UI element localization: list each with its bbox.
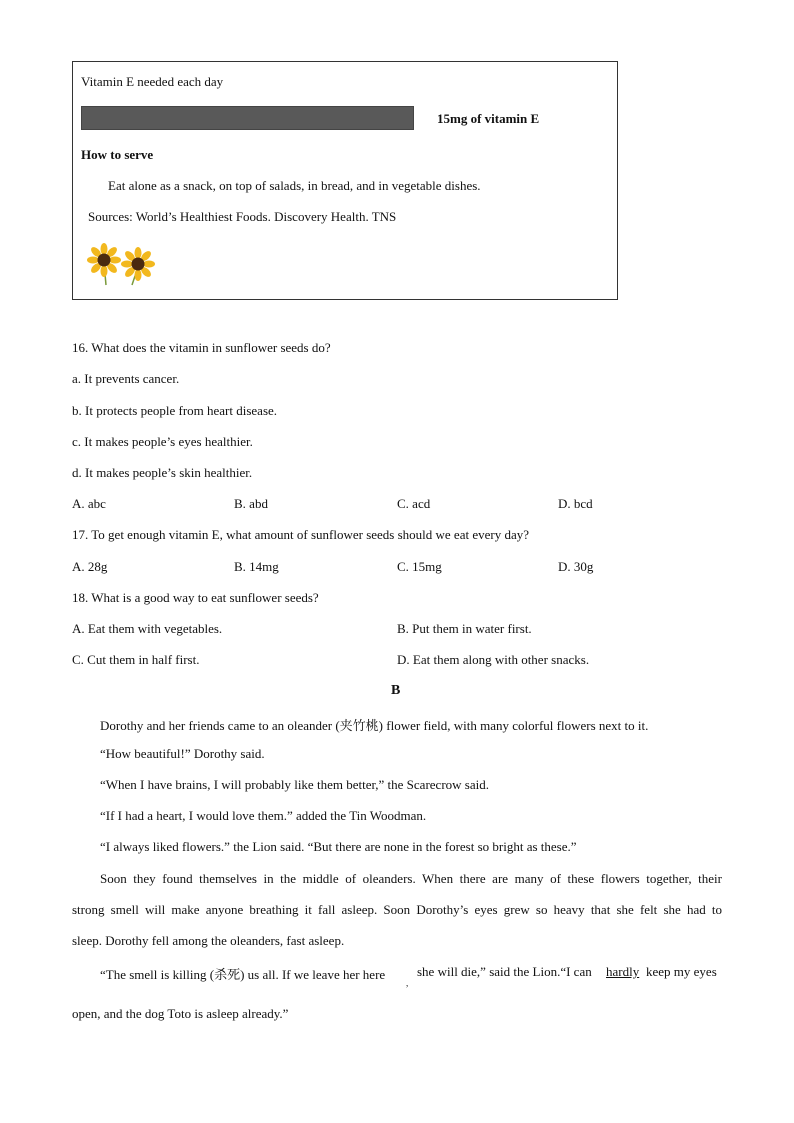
passage-paragraph-5: “I always liked flowers.” the Lion said. “But there are none in the forest so bright as these.” [100, 839, 577, 854]
q18-option-b: B. Put them in water first. [397, 621, 532, 636]
q16-option-a: A. abc [72, 496, 106, 511]
passage-paragraph-7-part-3: keep my eyes [646, 964, 717, 979]
passage-paragraph-3: “When I have brains, I will probably like them better,” the Scarecrow said. [100, 777, 489, 792]
passage-paragraph-7-part-2: she will die,” said the Lion.“I can [417, 964, 592, 979]
q16-option-c: C. acd [397, 496, 431, 511]
passage-paragraph-7-part-1: “The smell is killing (杀死) us all. If we leave her here [100, 967, 386, 982]
sunflower-left [87, 243, 121, 285]
sunflower-right [121, 247, 155, 285]
passage-paragraph-7-line-2: open, and the dog Toto is asleep already.” [72, 1006, 289, 1021]
q16-option-d: D. bcd [558, 496, 593, 511]
q18-option-d: D. Eat them along with other snacks. [397, 652, 590, 667]
q17-option-b: B. 14mg [234, 559, 279, 574]
sources-text: Sources: World’s Healthiest Foods. Discovery Health. TNS [88, 209, 397, 224]
underlined-word [606, 964, 639, 980]
q17-option-a: A. 28g [72, 559, 108, 574]
q16-option-b: B. abd [234, 496, 268, 511]
vitamin-bar [81, 106, 414, 130]
q16-statement-b: b. It protects people from heart disease. [72, 403, 278, 418]
q16-statement-d: d. It makes people’s skin healthier. [72, 465, 253, 480]
question-16-stem: 16. What does the vitamin in sunflower seeds do? [72, 340, 331, 355]
passage-heading: B [391, 683, 401, 698]
q16-statement-a: a. It prevents cancer. [72, 371, 180, 386]
q18-option-a: A. Eat them with vegetables. [72, 621, 223, 636]
q16-statement-c: c. It makes people’s eyes healthier. [72, 434, 253, 449]
sunflower-image [86, 243, 160, 287]
passage-paragraph-2: “How beautiful!” Dorothy said. [100, 746, 265, 761]
passage-paragraph-6-line-3: sleep. Dorothy fell among the oleanders, fast asleep. [72, 933, 345, 948]
q17-option-c: C. 15mg [397, 559, 442, 574]
passage-paragraph-6-line-2: strong smell will make anyone breathing it fall asleep. Soon Dorothy’s eyes grew so heavy that she felt she had to [72, 902, 722, 917]
vitamin-bar-value: 15mg of vitamin E [437, 111, 540, 126]
q18-option-c: C. Cut them in half first. [72, 652, 200, 667]
serve-heading: How to serve [81, 147, 154, 162]
vitamin-needed-label: Vitamin E needed each day [81, 74, 224, 89]
passage-paragraph-4: “If I had a heart, I would love them.” added the Tin Woodman. [100, 808, 427, 823]
passage-paragraph-6-line-1: Soon they found themselves in the middle of oleanders. When there are many of these flowers together, their [100, 871, 722, 886]
serve-text: Eat alone as a snack, on top of salads, in bread, and in vegetable dishes. [108, 178, 481, 193]
question-18-stem: 18. What is a good way to eat sunflower seeds? [72, 590, 319, 605]
q17-option-d: D. 30g [558, 559, 594, 574]
underlined-word-text: hardly [606, 964, 640, 979]
comma-mark: , [406, 978, 409, 988]
question-17-stem: 17. To get enough vitamin E, what amount of sunflower seeds should we eat every day? [72, 527, 529, 542]
passage-paragraph-1: Dorothy and her friends came to an oleander (夹竹桃) flower field, with many colorful flowers next to it. [100, 718, 649, 733]
